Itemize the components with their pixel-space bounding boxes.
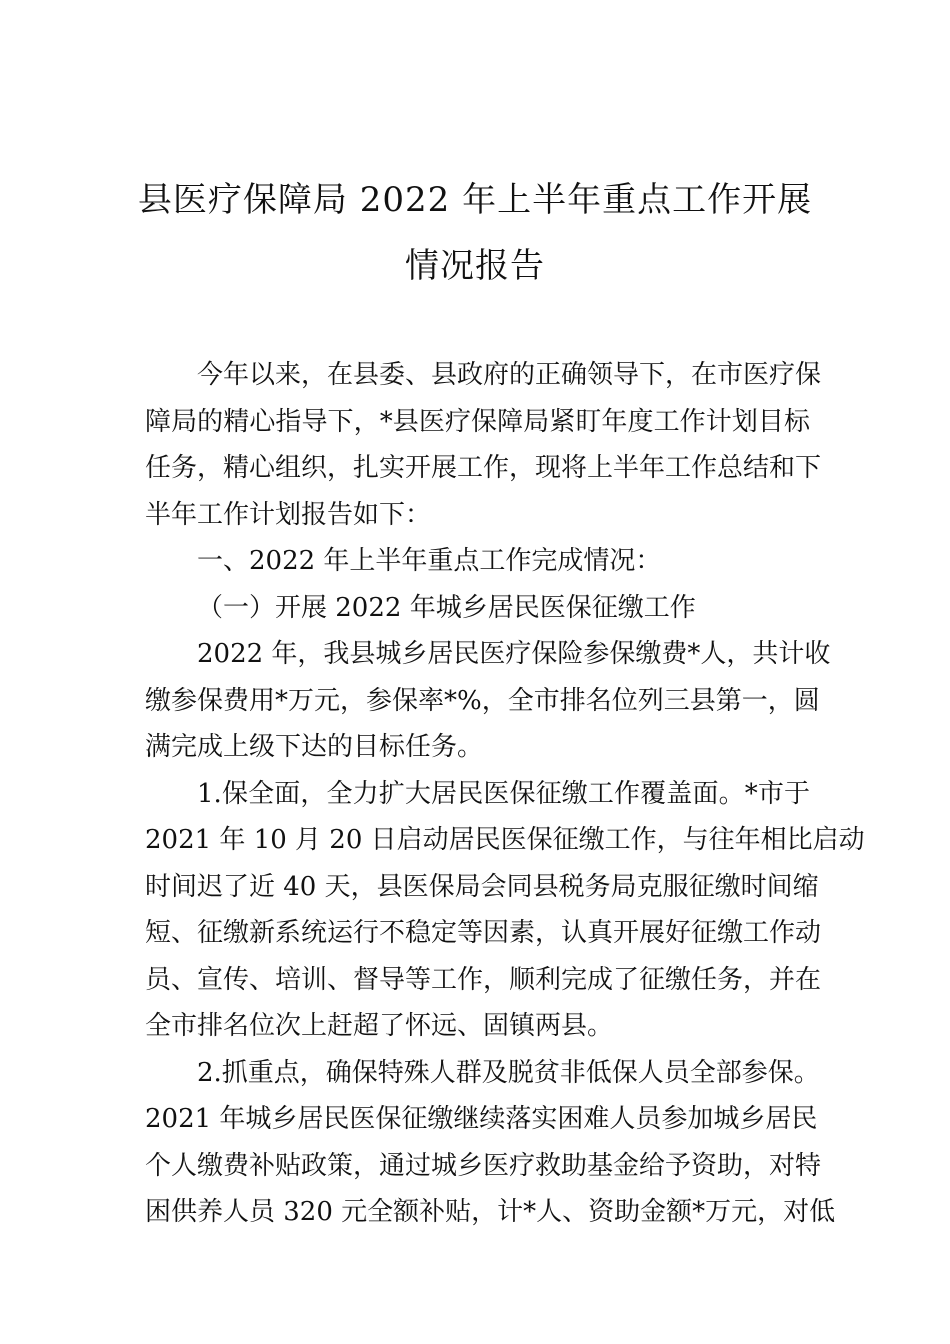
- paragraph-4-line-2: 2021 年城乡居民医保征缴继续落实困难人员参加城乡居民: [145, 1104, 818, 1134]
- section-heading-1: 一、2022 年上半年重点工作完成情况：: [197, 546, 662, 576]
- paragraph-2-line-1: 2022 年，我县城乡居民医疗保险参保缴费*人，共计收: [197, 639, 831, 669]
- paragraph-1-line-1: 今年以来，在县委、县政府的正确领导下，在市医疗保: [197, 360, 822, 390]
- paragraph-3-line-3: 时间迟了近 40 天，县医保局会同县税务局克服征缴时间缩: [145, 871, 819, 902]
- paragraph-2-line-3: 满完成上级下达的目标任务。: [145, 732, 484, 762]
- paragraph-4-line-3: 个人缴费补贴政策，通过城乡医疗救助基金给予资助，对特: [145, 1150, 822, 1181]
- document-title-line-1: 县医疗保障局 2022 年上半年重点工作开展: [137, 180, 813, 220]
- paragraph-1-line-2: 障局的精心指导下，*县医疗保障局紧盯年度工作计划目标: [145, 406, 810, 437]
- paragraph-2-line-2: 缴参保费用*万元，参保率*%，全市排名位列三县第一，圆: [145, 685, 820, 716]
- paragraph-3-line-1: 1.保全面，全力扩大居民医保征缴工作覆盖面。*市于: [197, 778, 810, 809]
- paragraph-4-line-4: 困供养人员 320 元全额补贴，计*人、资助金额*万元，对低: [145, 1197, 836, 1227]
- paragraph-4-line-1: 2.抓重点，确保特殊人群及脱贫非低保人员全部参保。: [197, 1057, 820, 1088]
- paragraph-3-line-2: 2021 年 10 月 20 日启动居民医保征缴工作，与往年相比启动: [145, 825, 865, 855]
- document-body: [145, 352, 865, 1236]
- paragraph-3-line-5: 员、宣传、培训、督导等工作，顺利完成了征缴任务，并在: [145, 964, 822, 995]
- paragraph-1-line-3: 任务，精心组织，扎实开展工作，现将上半年工作总结和下: [145, 453, 822, 483]
- paragraph-3-line-6: 全市排名位次上赶超了怀远、固镇两县。: [145, 1011, 614, 1041]
- paragraph-1-line-4: 半年工作计划报告如下：: [145, 499, 432, 530]
- subsection-heading-1: （一）开展 2022 年城乡居民医保征缴工作: [197, 592, 696, 623]
- document-title-line-2: 情况报告: [405, 246, 545, 286]
- paragraph-3-line-4: 短、征缴新系统运行不稳定等因素，认真开展好征缴工作动: [145, 918, 822, 948]
